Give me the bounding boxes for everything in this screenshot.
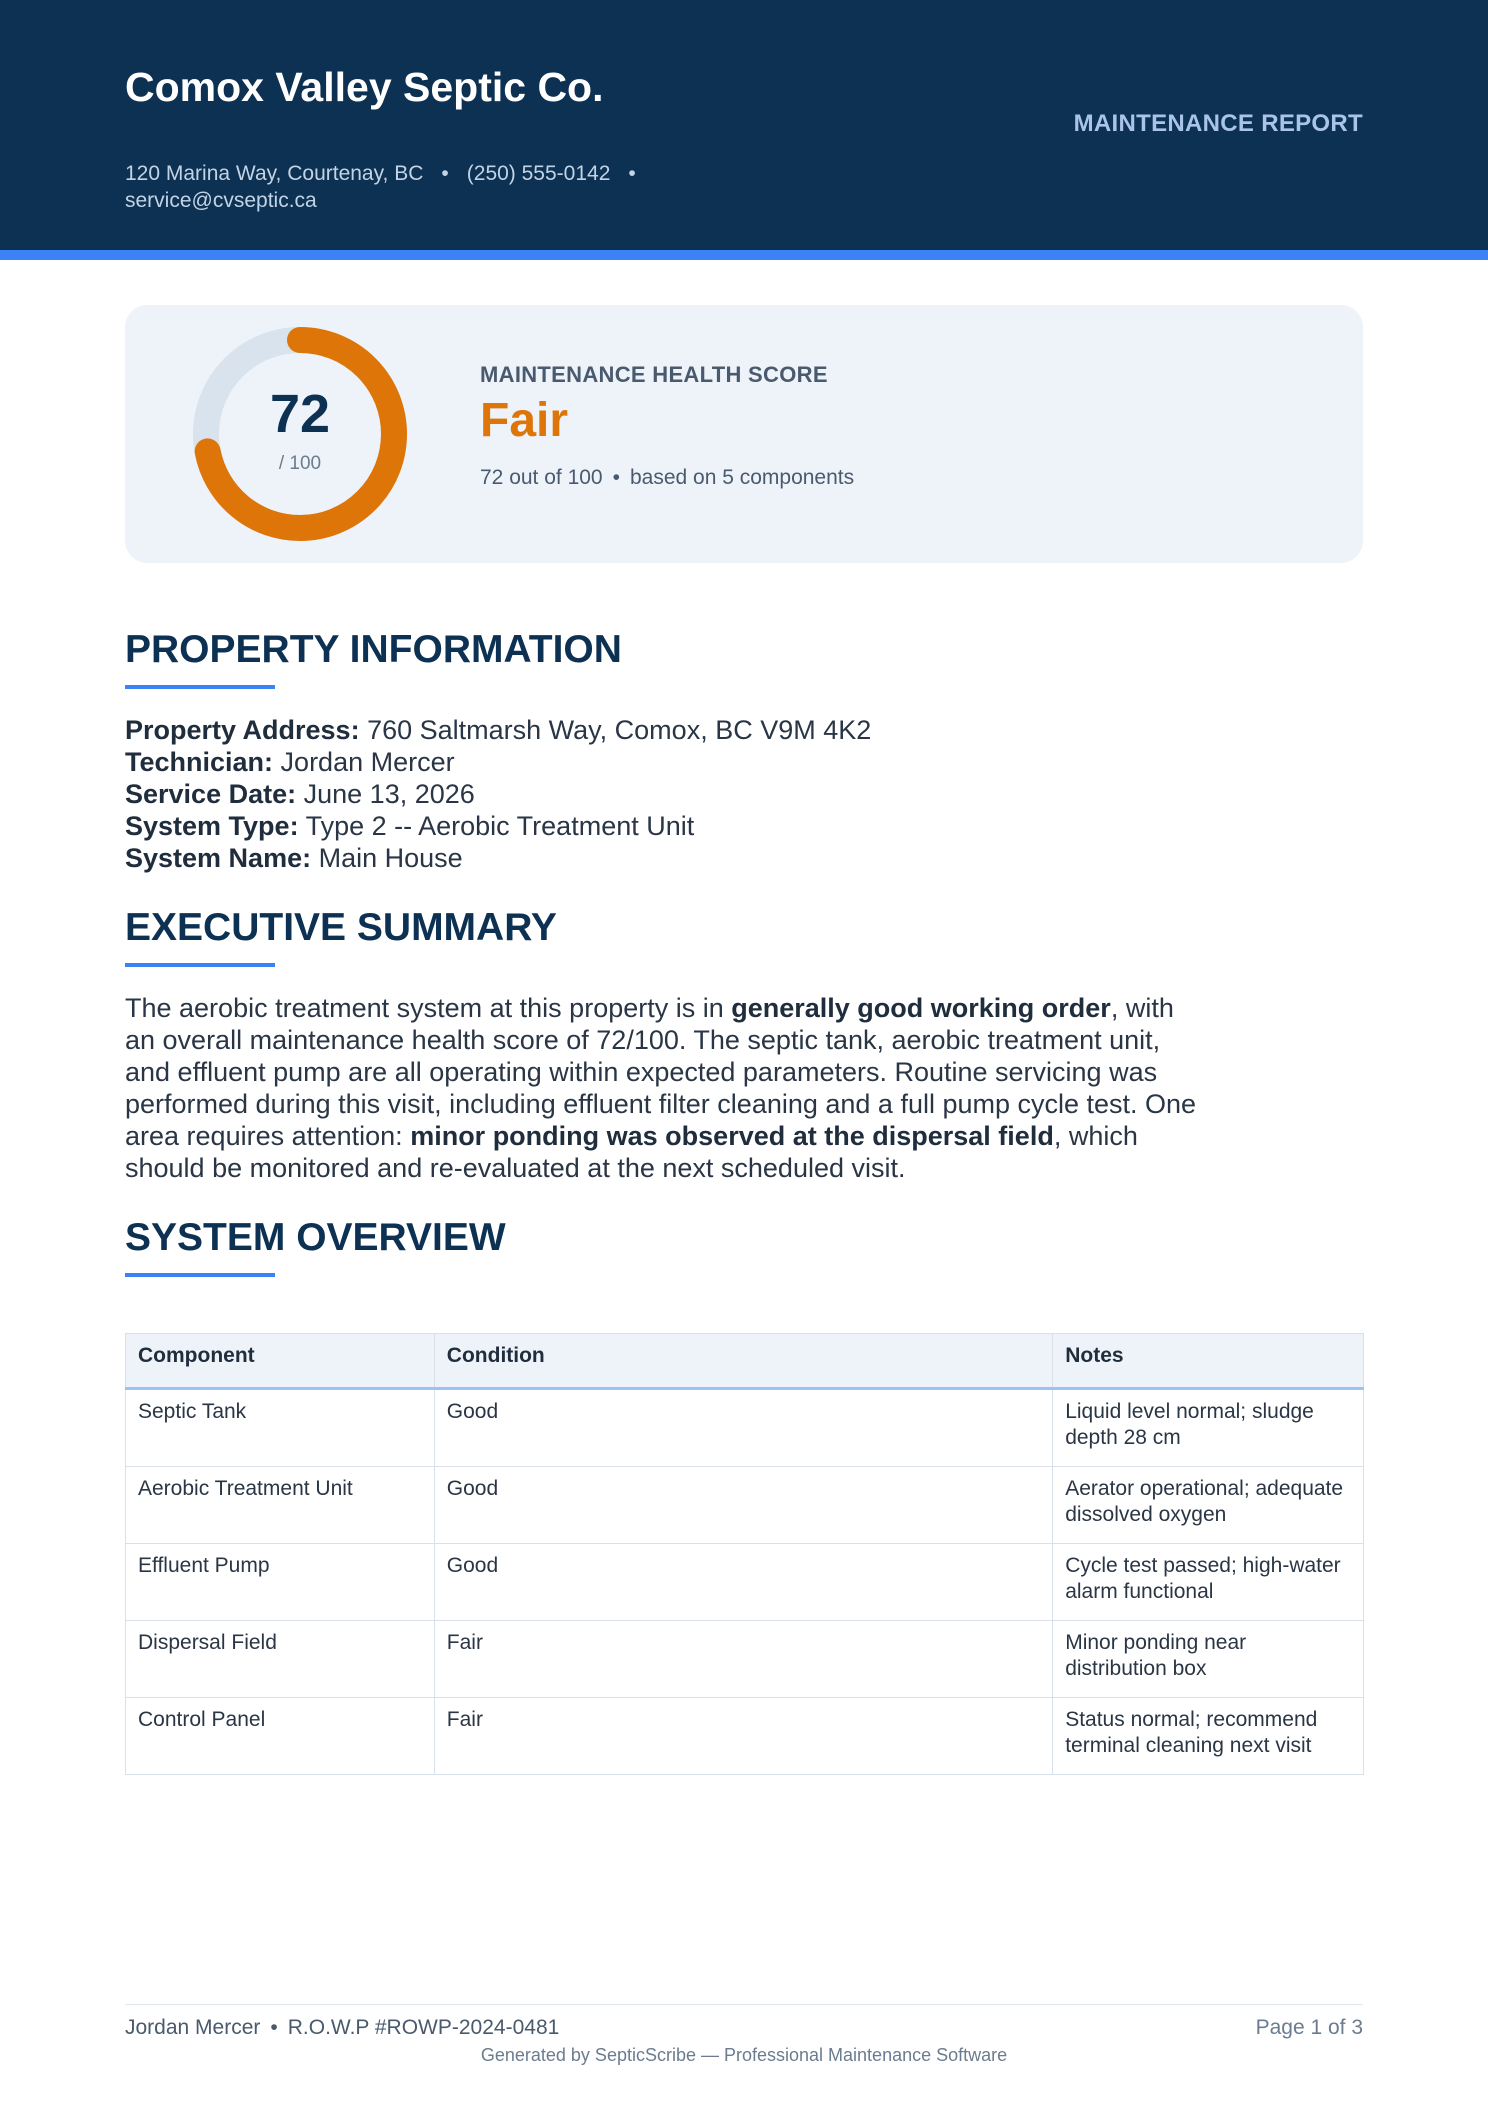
score-out-of: 72 out of 100 <box>480 466 603 489</box>
system-overview-heading: SYSTEM OVERVIEW <box>125 1216 506 1259</box>
health-score-rating: Fair <box>480 394 569 447</box>
score-separator: • <box>612 466 620 489</box>
notes-cell: Minor ponding near distribution box <box>1053 1621 1364 1698</box>
contact-separator: • <box>628 162 636 185</box>
condition-cell: Good <box>434 1389 1052 1467</box>
service-date-row <box>125 778 871 810</box>
field-label: System Type: <box>125 811 299 841</box>
condition-cell: Good <box>434 1544 1052 1621</box>
table-header-row <box>126 1334 1364 1389</box>
score-basis: based on 5 components <box>629 466 855 489</box>
component-cell: Effluent Pump <box>126 1544 435 1621</box>
column-header-notes: Notes <box>1053 1334 1364 1389</box>
header-accent-stripe <box>0 250 1488 260</box>
column-header-condition: Condition <box>434 1334 1052 1389</box>
condition-cell: Fair <box>434 1621 1052 1698</box>
component-cell: Dispersal Field <box>126 1621 435 1698</box>
summary-text: The aerobic treatment system at this property is in <box>125 993 732 1023</box>
section-underline <box>125 1273 275 1277</box>
footer-technician <box>125 2016 559 2040</box>
company-phone: (250) 555-0142 <box>466 162 611 185</box>
column-header-component: Component <box>126 1334 435 1389</box>
summary-text: , which should be monitored and re-evaluated at the next scheduled visit. <box>125 1121 1138 1183</box>
condition-cell: Good <box>434 1467 1052 1544</box>
footer-divider <box>125 2004 1363 2005</box>
component-cell: Control Panel <box>126 1698 435 1775</box>
system-type-row <box>125 810 871 842</box>
field-value: Main House <box>318 843 463 873</box>
executive-summary-heading: EXECUTIVE SUMMARY <box>125 906 557 949</box>
executive-summary-text <box>125 992 1205 1184</box>
report-type-label: MAINTENANCE REPORT <box>1073 110 1363 137</box>
property-address-row <box>125 714 871 746</box>
notes-cell: Cycle test passed; high-water alarm functional <box>1053 1544 1364 1621</box>
notes-cell: Liquid level normal; sludge depth 28 cm <box>1053 1389 1364 1467</box>
technician-row <box>125 746 871 778</box>
summary-highlight: minor ponding was observed at the dispersal field <box>410 1121 1054 1151</box>
health-score-summary <box>480 466 854 490</box>
table-row <box>126 1621 1364 1698</box>
field-value: June 13, 2026 <box>303 779 475 809</box>
field-value: 760 Saltmarsh Way, Comox, BC V9M 4K2 <box>367 715 872 745</box>
summary-highlight: generally good working order <box>731 993 1111 1023</box>
health-score-card <box>125 305 1363 563</box>
field-label: Service Date: <box>125 779 297 809</box>
footer-license: R.O.W.P #ROWP-2024-0481 <box>287 2016 560 2039</box>
field-label: Property Address: <box>125 715 360 745</box>
table-row <box>126 1544 1364 1621</box>
page-number: Page 1 of 3 <box>1255 2016 1363 2039</box>
report-header <box>0 0 1488 250</box>
component-cell: Septic Tank <box>126 1389 435 1467</box>
property-info-heading: PROPERTY INFORMATION <box>125 628 622 671</box>
field-value: Type 2 -- Aerobic Treatment Unit <box>305 811 695 841</box>
summary-text: , with an overall maintenance health score of 72/100. The septic tank, aerobic treatment unit, and effluent pump are all operating within expected parameters. Routine servicing was performed during this visit, including effluent filter cleaning and a full pump cycle test. One area requires attention: <box>125 993 1197 1151</box>
table-row <box>126 1698 1364 1775</box>
footer-separator: • <box>270 2016 278 2039</box>
section-underline <box>125 963 275 967</box>
section-underline <box>125 685 275 689</box>
field-label: System Name: <box>125 843 312 873</box>
company-email: service@cvseptic.ca <box>125 189 317 212</box>
property-info-list <box>125 714 871 874</box>
notes-cell: Aerator operational; adequate dissolved oxygen <box>1053 1467 1364 1544</box>
contact-separator: • <box>441 162 449 185</box>
company-name: Comox Valley Septic Co. <box>125 64 604 110</box>
system-overview-table <box>125 1333 1364 1775</box>
component-cell: Aerobic Treatment Unit <box>126 1467 435 1544</box>
health-score-max: / 100 <box>278 453 322 474</box>
company-contact <box>125 160 725 214</box>
notes-cell: Status normal; recommend terminal cleaning next visit <box>1053 1698 1364 1775</box>
health-score-value: 72 <box>269 384 331 444</box>
table-row <box>126 1389 1364 1467</box>
health-score-label: MAINTENANCE HEALTH SCORE <box>480 362 828 387</box>
field-label: Technician: <box>125 747 274 777</box>
footer-technician-name: Jordan Mercer <box>125 2016 261 2039</box>
field-value: Jordan Mercer <box>280 747 455 777</box>
generated-by-note: Generated by SepticScribe — Professional Maintenance Software <box>480 2045 1008 2065</box>
condition-cell: Fair <box>434 1698 1052 1775</box>
system-name-row <box>125 842 871 874</box>
company-address: 120 Marina Way, Courtenay, BC <box>125 162 424 185</box>
table-row <box>126 1467 1364 1544</box>
